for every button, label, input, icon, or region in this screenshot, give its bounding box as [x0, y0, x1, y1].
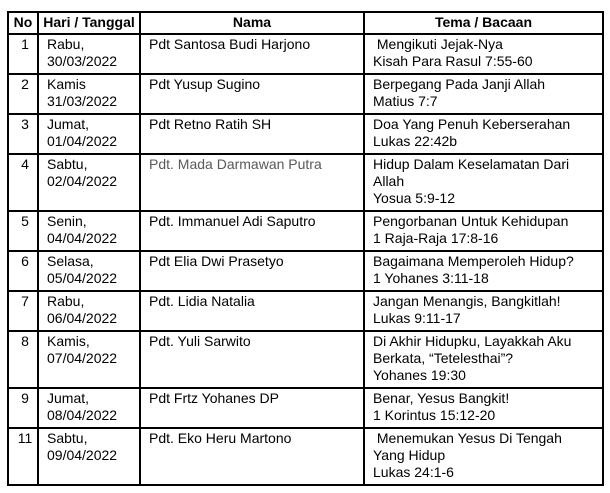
day-name: Jumat,: [47, 390, 90, 406]
tema-line: Doa Yang Penuh Keberserahan: [373, 116, 571, 132]
cell-day: [38, 291, 140, 331]
header-cell-name: Nama: [140, 12, 364, 34]
table-row: [8, 211, 603, 251]
cell-name: [140, 331, 364, 388]
date: 02/04/2022: [47, 173, 118, 189]
tema-line: 1 Yohanes 3:11-18: [373, 270, 489, 286]
date: 30/03/2022: [47, 53, 118, 69]
day-name: Selasa,: [47, 253, 94, 269]
tema-line: Lukas 9:11-17: [373, 310, 461, 326]
cell-no: 7: [8, 291, 38, 331]
cell-tema: [364, 331, 603, 388]
cell-day: [38, 154, 140, 211]
tema-line: Menemukan Yesus Di Tengah: [373, 430, 562, 446]
tema-line: Benar, Yesus Bangkit!: [373, 390, 510, 406]
tema-line: Yohanes 19:30: [373, 367, 466, 383]
tema-line: Lukas 24:1-6: [373, 464, 454, 480]
cell-no: 1: [8, 34, 38, 74]
cell-day: [38, 114, 140, 154]
day-name: Sabtu,: [47, 156, 88, 172]
tema-line: Hidup Dalam Keselamatan Dari: [373, 156, 570, 172]
schedule-table: [7, 11, 604, 486]
cell-name: [140, 34, 364, 74]
tema-line: Di Akhir Hidupku, Layakkah Aku: [373, 333, 572, 349]
preacher-name: Pdt Santosa Budi Harjono: [149, 36, 311, 52]
day-name: Sabtu,: [47, 430, 88, 446]
table-row: [8, 154, 603, 211]
table-row: [8, 251, 603, 291]
tema-line: Berpegang Pada Janji Allah: [373, 76, 546, 92]
tema-line: Allah: [373, 173, 405, 189]
cell-name: [140, 211, 364, 251]
date: 01/04/2022: [47, 133, 118, 149]
tema-line: Lukas 22:42b: [373, 133, 458, 149]
table-row: [8, 74, 603, 114]
day-name: Rabu,: [47, 293, 85, 309]
cell-name: [140, 114, 364, 154]
preacher-name: Pdt. Mada Darmawan Putra: [149, 156, 322, 172]
cell-tema: [364, 428, 603, 485]
cell-tema: [364, 154, 603, 211]
cell-day: [38, 428, 140, 485]
cell-day: [38, 251, 140, 291]
preacher-name: Pdt. Yuli Sarwito: [149, 333, 251, 349]
cell-tema: [364, 251, 603, 291]
tema-line: Matius 7:7: [373, 93, 438, 109]
preacher-name: Pdt Elia Dwi Prasetyo: [149, 253, 284, 269]
tema-line: Kisah Para Rasul 7:55-60: [373, 53, 533, 69]
cell-no: 3: [8, 114, 38, 154]
table-row: [8, 114, 603, 154]
cell-tema: [364, 291, 603, 331]
date: 31/03/2022: [47, 93, 118, 109]
table-row: [8, 34, 603, 74]
table-row: [8, 428, 603, 485]
cell-name: [140, 251, 364, 291]
cell-name: [140, 74, 364, 114]
cell-no: 5: [8, 211, 38, 251]
tema-line: 1 Korintus 15:12-20: [373, 407, 496, 423]
cell-tema: [364, 388, 603, 428]
cell-no: 8: [8, 331, 38, 388]
cell-name: [140, 388, 364, 428]
preacher-name: Pdt. Eko Heru Martono: [149, 430, 292, 446]
cell-name: [140, 291, 364, 331]
date: 09/04/2022: [47, 447, 118, 463]
cell-no: 11: [8, 428, 38, 485]
cell-name: [140, 154, 364, 211]
table-row: [8, 331, 603, 388]
date: 06/04/2022: [47, 310, 118, 326]
day-name: Kamis: [47, 76, 86, 92]
cell-day: [38, 74, 140, 114]
date: 08/04/2022: [47, 407, 118, 423]
tema-line: Jangan Menangis, Bangkitlah!: [373, 293, 561, 309]
tema-line: Bagaimana Memperoleh Hidup?: [373, 253, 574, 269]
header-cell-tema: Tema / Bacaan: [364, 12, 603, 34]
preacher-name: Pdt Yusup Sugino: [149, 76, 261, 92]
cell-day: [38, 388, 140, 428]
preacher-name: Pdt Frtz Yohanes DP: [149, 390, 279, 406]
day-name: Rabu,: [47, 36, 85, 52]
date: 05/04/2022: [47, 270, 118, 286]
tema-line: 1 Raja-Raja 17:8-16: [373, 230, 499, 246]
cell-no: 9: [8, 388, 38, 428]
cell-tema: [364, 114, 603, 154]
day-name: Kamis,: [47, 333, 90, 349]
header-cell-no: No: [8, 12, 38, 34]
tema-line: Berkata, “Tetelesthai”?: [373, 350, 514, 366]
cell-day: [38, 331, 140, 388]
cell-no: 4: [8, 154, 38, 211]
table-row: [8, 388, 603, 428]
cell-tema: [364, 211, 603, 251]
date: 07/04/2022: [47, 350, 118, 366]
tema-line: Pengorbanan Untuk Kehidupan: [373, 213, 569, 229]
tema-line: Yosua 5:9-12: [373, 190, 455, 206]
header-cell-day: Hari / Tanggal: [38, 12, 140, 34]
day-name: Jumat,: [47, 116, 90, 132]
date: 04/04/2022: [47, 230, 118, 246]
cell-no: 6: [8, 251, 38, 291]
preacher-name: Pdt Retno Ratih SH: [149, 116, 272, 132]
table-row: [8, 291, 603, 331]
preacher-name: Pdt. Immanuel Adi Saputro: [149, 213, 316, 229]
cell-tema: [364, 34, 603, 74]
cell-name: [140, 428, 364, 485]
tema-line: Yang Hidup: [373, 447, 446, 463]
day-name: Senin,: [47, 213, 87, 229]
tema-line: Mengikuti Jejak-Nya: [373, 36, 503, 52]
cell-day: [38, 211, 140, 251]
header-row: [8, 12, 603, 34]
cell-tema: [364, 74, 603, 114]
preacher-name: Pdt. Lidia Natalia: [149, 293, 255, 309]
cell-no: 2: [8, 74, 38, 114]
cell-day: [38, 34, 140, 74]
